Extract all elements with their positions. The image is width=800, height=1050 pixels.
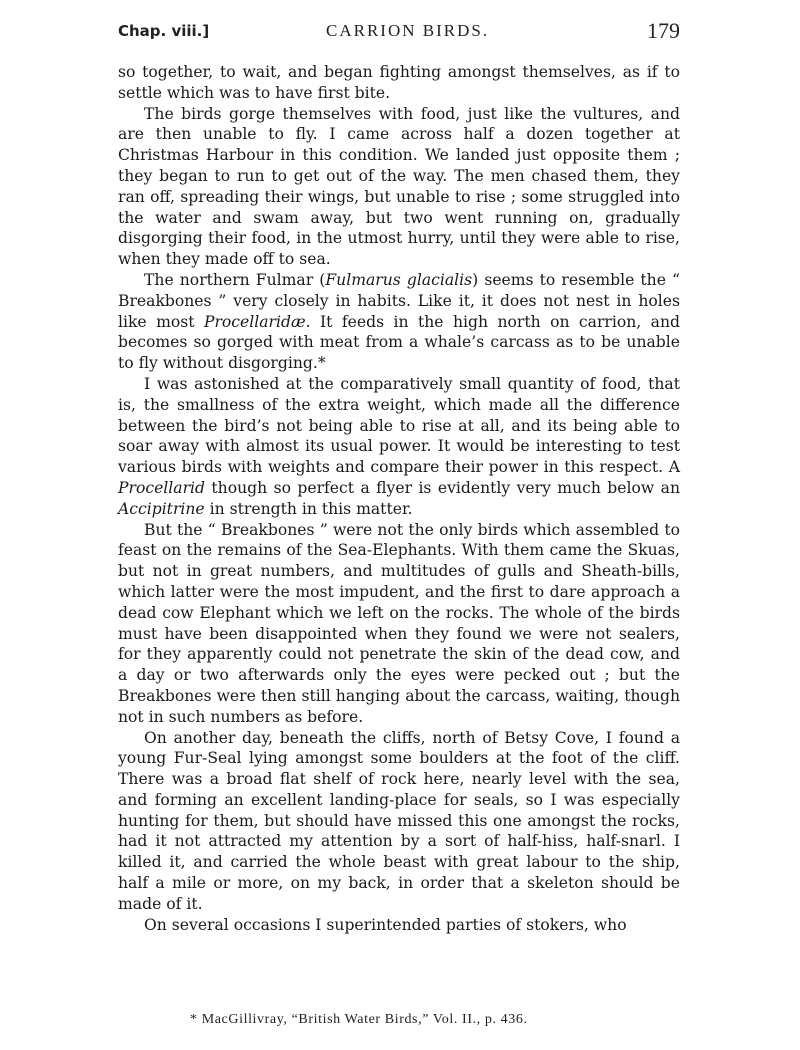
running-header	[118, 20, 684, 54]
paragraph-continuation	[118, 62, 680, 104]
text-run: The birds gorge themselves with food, just like the vultures, and are then unable to fly. I came across half a dozen together at Christmas Harbour in this condition. We landed just opposite them ; they began to run to get out of the way. The men chased them, they ran off, spreading their wings, but unable to rise ; some struggled into the water and swam away, but two went running on, gradually disgorging their food, in the utmost hurry, until they were able to rise, when they made off to sea.	[118, 104, 680, 269]
text-run: On another day, beneath the cliffs, north of Betsy Cove, I found a young Fur-Seal lying amongst some boulders at the foot of the cliff. There was a broad flat shelf of rock here, nearly level with the sea, and forming an excellent landing-place for seals, so I was especially hunting for them, but should have missed this one amongst the rocks, had it not attracted my attention by a sort of half-hiss, half-snarl. I killed it, and carried the whole beast with great labour to the ship, half a mile or more, on my back, in order that a skeleton should be made of it.	[118, 728, 680, 913]
text-run: though so perfect a flyer is evidently very much below an	[205, 478, 680, 497]
text-run: . It feeds in the high north on carrion, and becomes so gorged with meat from a whale’s carcass as to be unable to fly without disgorging.*	[118, 312, 681, 373]
paragraph-breakbones	[118, 520, 680, 728]
text-run: so together, to wait, and began fighting amongst themselves, as if to settle which was to have first bite.	[118, 63, 680, 102]
paragraph-astonished	[118, 374, 680, 520]
text-run: in strength in this matter.	[204, 499, 413, 518]
body-text	[118, 62, 680, 935]
text-run: But the “ Breakbones ” were not the only birds which assembled to feast on the remains of the Sea-Elephants. With them came the Skuas, but not in great numbers, and multitudes of gulls and Sheath-bills, which latter were the most impudent, and the first to dare approach a dead cow Elephant which we left on the rocks. The whole of the birds must have been disappointed when they found we were not sealers, for they apparently could not penetrate the skin of the dead cow, and a day or two afterwards only the eyes were pecked out ; but the Breakbones were then still hanging about the carcass, waiting, though not in such numbers as before.	[118, 520, 680, 726]
footnote: * MacGillivray, “British Water Birds,” Vol. II., p. 436.	[190, 1012, 528, 1027]
family-name-italic: Procellaridæ	[203, 312, 306, 331]
chapter-title: CARRION BIRDS.	[326, 21, 490, 40]
paragraph-birds-gorge	[118, 104, 680, 270]
paragraph-stokers	[118, 915, 680, 936]
text-run: ) seems to resemble the “ Breakbones ” very closely in habits. Like it, it does not nest in holes like most	[118, 270, 680, 331]
species-name-italic: Fulmarus glacialis	[325, 270, 473, 289]
text-run: I was astonished at the comparatively small quantity of food, that is, the smallness of the extra weight, which made all the difference between the bird’s not being able to rise at all, and its being able to soar away with almost its usual power. It would be interesting to test various birds with weights and compare their power in this respect. A	[118, 374, 680, 477]
term-italic: Procellarid	[118, 478, 205, 497]
term-italic: Accipitrine	[118, 499, 205, 518]
paragraph-northern-fulmar	[118, 270, 680, 374]
chapter-reference: Chap. viii.]	[118, 22, 210, 40]
page-number: 179	[647, 18, 680, 43]
text-run: The northern Fulmar (	[144, 270, 326, 289]
paragraph-fur-seal	[118, 728, 680, 915]
text-run: On several occasions I superintended parties of stokers, who	[144, 915, 627, 934]
